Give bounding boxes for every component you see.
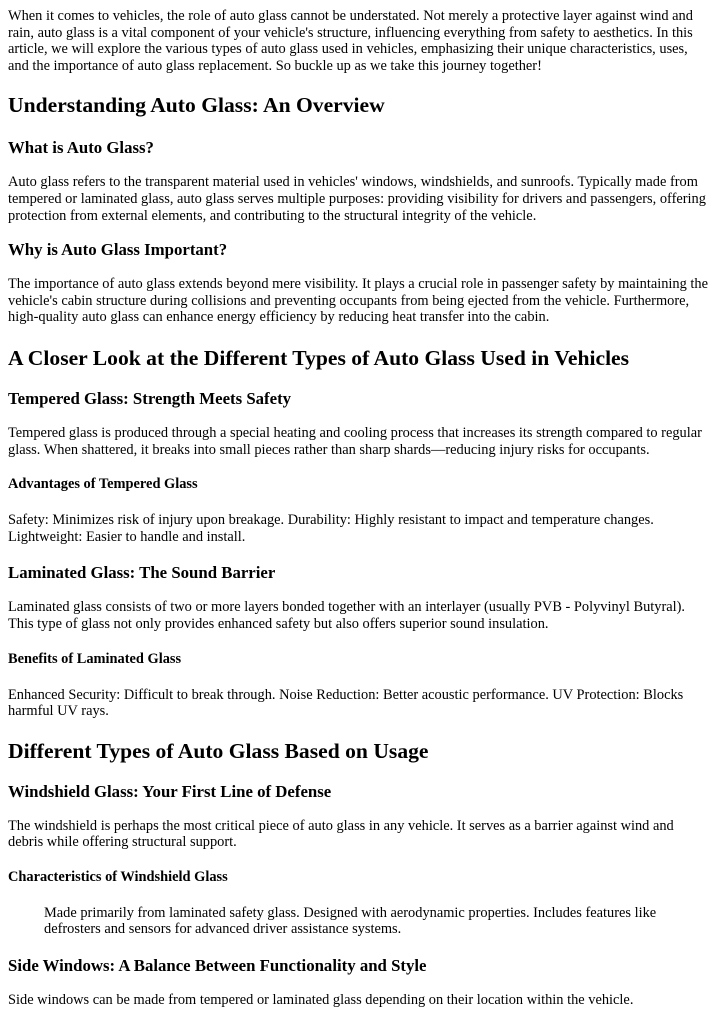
paragraph-laminated-benefits: Enhanced Security: Difficult to break through. Noise Reduction: Better acoustic performance. UV Protection: Blocks harmful UV rays. — [8, 686, 684, 720]
subheading-windshield-characteristics: Characteristics of Windshield Glass — [8, 868, 228, 885]
paragraph-what-is-auto-glass: Auto glass refers to the transparent material used in vehicles' windows, windshields, and sunroofs. Typically made from tempered or laminated glass, auto glass serves multiple purposes: providing visibility for drivers and passengers, offering protection from external elements, and contributing to the structural integrity of the vehicle. — [8, 174, 706, 224]
paragraph-windshield: The windshield is perhaps the most critical piece of auto glass in any vehicle. It serves as a barrier against wind and debris while offering structural support. — [8, 817, 674, 851]
paragraph-windshield-characteristics: Made primarily from laminated safety glass. Designed with aerodynamic properties. Includes features like defrosters and sensors for advanced driver assistance systems. — [44, 904, 657, 938]
paragraph-laminated: Laminated glass consists of two or more layers bonded together with an interlayer (usually PVB - Polyvinyl Butyral). This type of glass not only provides enhanced safety but also offers superior sound insulation. — [8, 599, 686, 632]
subheading-laminated-benefits: Benefits of Laminated Glass — [8, 650, 182, 667]
article — [0, 8, 720, 1009]
paragraph-tempered-advantages: Safety: Minimizes risk of injury upon breakage. Durability: Highly resistant to impact and temperature changes. Lightweight: Easier to handle and install. — [8, 512, 654, 545]
subheading-tempered-advantages: Advantages of Tempered Glass — [8, 476, 198, 493]
subheading-why-important: Why is Auto Glass Important? — [8, 240, 228, 260]
subheading-windshield: Windshield Glass: Your First Line of Defense — [8, 781, 332, 801]
subheading-tempered: Tempered Glass: Strength Meets Safety — [8, 388, 292, 408]
section-heading-usage: Different Types of Auto Glass Based on Usage — [8, 738, 429, 763]
paragraph-tempered: Tempered glass is produced through a special heating and cooling process that increases its strength compared to regular glass. When shattered, it breaks into small pieces rather than sharp shards—reducing injury risks for occupants. — [8, 424, 702, 458]
subheading-side-windows: Side Windows: A Balance Between Functionality and Style — [8, 956, 427, 976]
section-heading-types: A Closer Look at the Different Types of Auto Glass Used in Vehicles — [8, 345, 630, 370]
section-heading-overview: Understanding Auto Glass: An Overview — [8, 93, 385, 118]
subheading-what-is-auto-glass: What is Auto Glass? — [8, 138, 154, 158]
intro-paragraph: When it comes to vehicles, the role of auto glass cannot be understated. Not merely a protective layer against wind and rain, auto glass is a vital component of your vehicle's structure, influencing everything from safety to aesthetics. In this article, we will explore the various types of auto glass used in vehicles, emphasizing their unique characteristics, uses, and the importance of auto glass replacement. So buckle up as we take this journey together! — [8, 8, 693, 74]
paragraph-why-important: The importance of auto glass extends beyond mere visibility. It plays a crucial role in passenger safety by maintaining the vehicle's cabin structure during collisions and preventing occupants from being ejected from the vehicle. Furthermore, high-quality auto glass can enhance energy efficiency by reducing heat transfer into the cabin. — [8, 276, 709, 326]
subheading-laminated: Laminated Glass: The Sound Barrier — [8, 563, 276, 583]
paragraph-side-windows: Side windows can be made from tempered or laminated glass depending on their location within the vehicle. — [8, 992, 634, 1009]
